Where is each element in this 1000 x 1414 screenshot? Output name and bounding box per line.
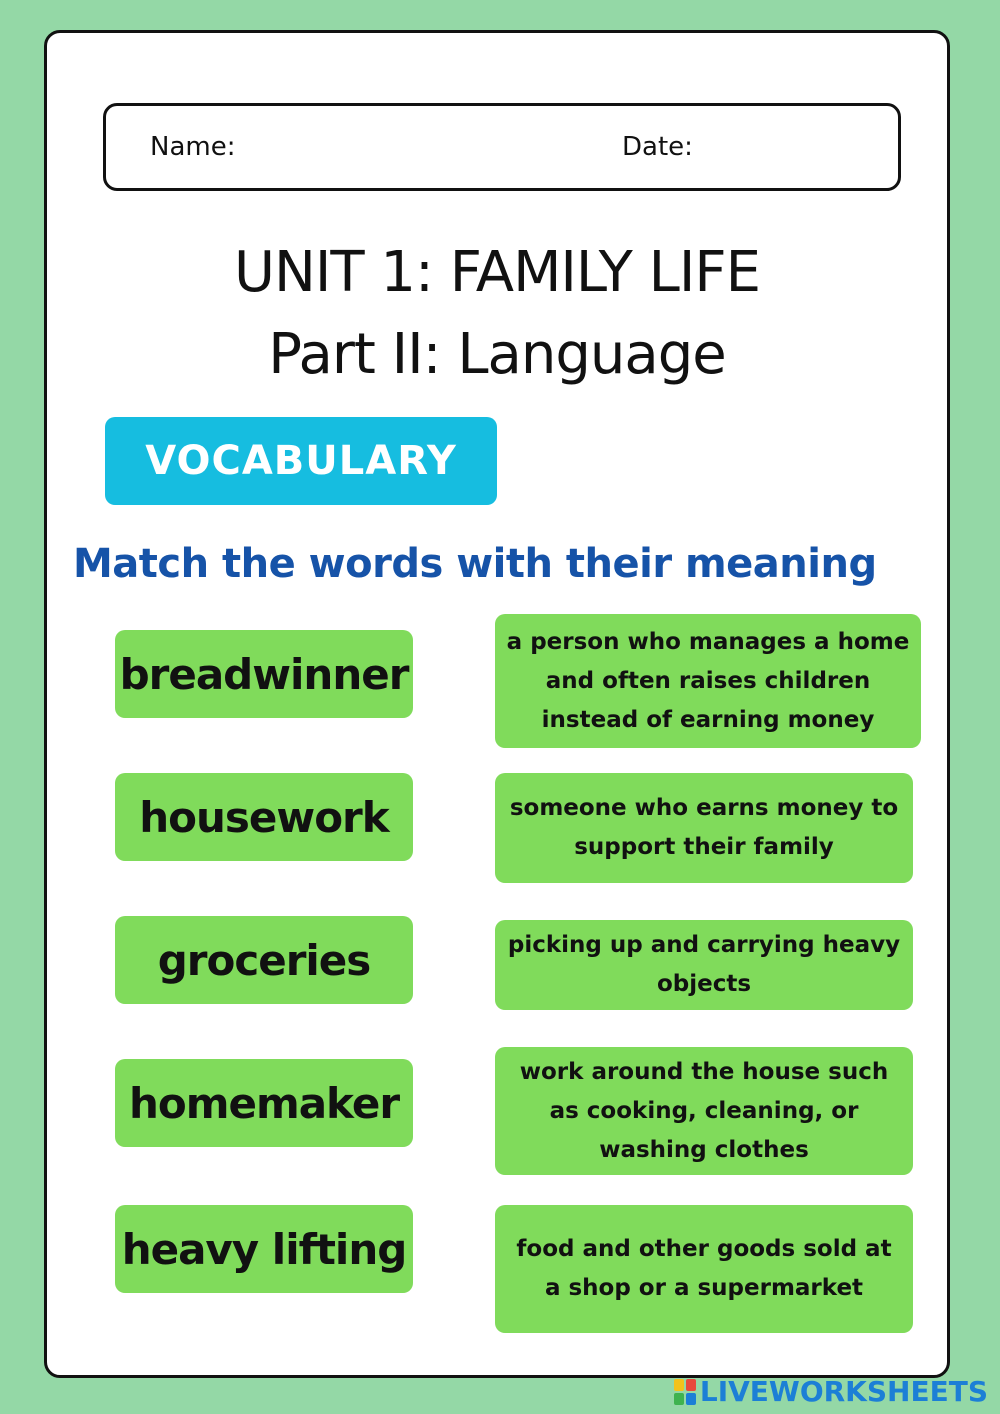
unit-title: UNIT 1: FAMILY LIFE [234, 240, 760, 305]
word-card-housework[interactable]: housework [115, 773, 413, 861]
meaning-card-4[interactable]: work around the house such as cooking, cleaning, or washing clothes [495, 1047, 913, 1175]
watermark-text: LIVEWORKSHEETS [699, 1375, 988, 1408]
vocabulary-badge: VOCABULARY [105, 417, 497, 505]
word-card-breadwinner[interactable]: breadwinner [115, 630, 413, 718]
meaning-card-2[interactable]: someone who earns money to support their family [495, 773, 913, 883]
part-title: Part II: Language [268, 322, 726, 387]
word-card-heavy-lifting[interactable]: heavy lifting [115, 1205, 413, 1293]
date-label: Date: [622, 132, 693, 162]
liveworksheets-watermark [674, 1375, 988, 1408]
instruction-text: Match the words with their meaning [73, 541, 877, 587]
meaning-card-1[interactable]: a person who manages a home and often raises children instead of earning money [495, 614, 921, 748]
meaning-card-3[interactable]: picking up and carrying heavy objects [495, 920, 913, 1010]
worksheet-page [44, 30, 950, 1378]
meaning-card-5[interactable]: food and other goods sold at a shop or a supermarket [495, 1205, 913, 1333]
name-label: Name: [150, 132, 236, 162]
liveworksheets-logo-icon [674, 1379, 696, 1405]
word-card-groceries[interactable]: groceries [115, 916, 413, 1004]
name-date-box [103, 103, 901, 191]
word-card-homemaker[interactable]: homemaker [115, 1059, 413, 1147]
